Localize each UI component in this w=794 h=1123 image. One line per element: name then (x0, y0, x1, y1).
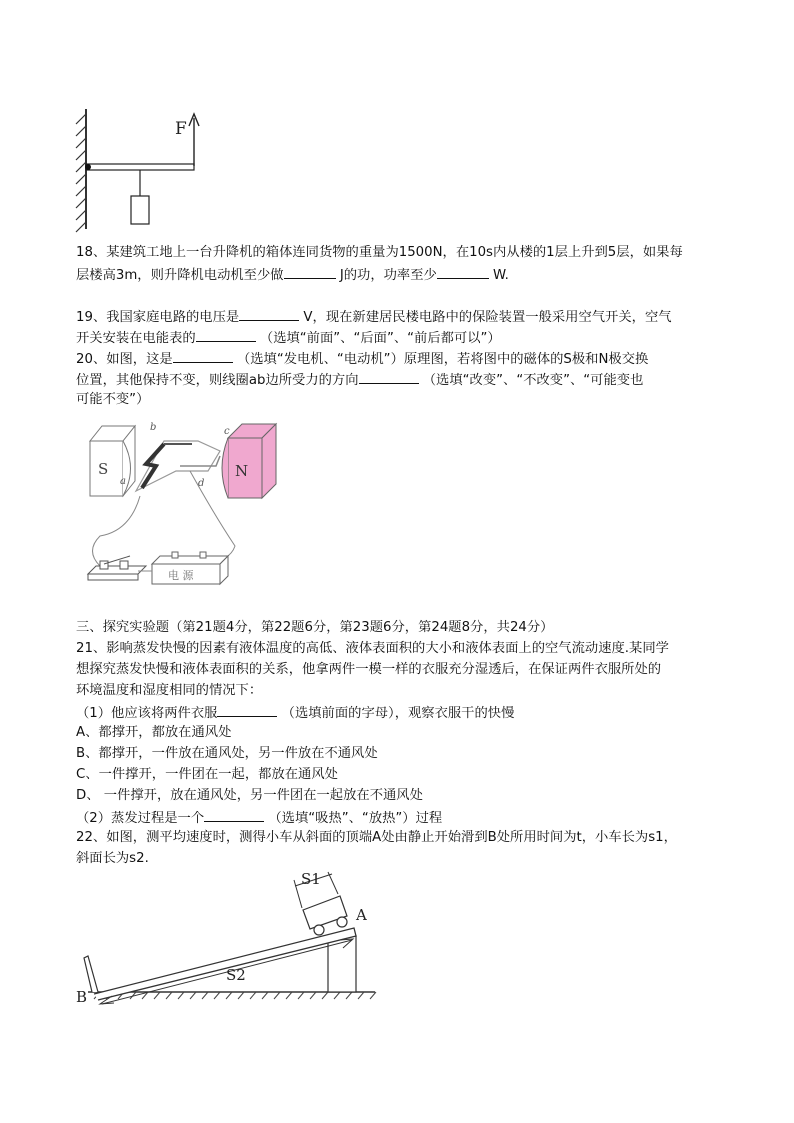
q19-position-blank[interactable] (196, 327, 256, 342)
coil (136, 441, 220, 491)
q20-line1 (76, 348, 648, 370)
force-label: F (175, 119, 187, 139)
q21-line1: 21、影响蒸发快慢的因素有液体温度的高低、液体表面积的大小和液体表面上的空气流动速度.某同学 (76, 641, 669, 656)
q21-option-c: C、一件撑开，一件团在一起，都放在通风处 (76, 767, 338, 782)
q21-sub2 (76, 807, 442, 829)
q19-voltage-blank[interactable] (239, 306, 299, 321)
magnet-n (222, 424, 276, 498)
q18-line2-part3: W. (493, 268, 509, 283)
q18-line1: 18、某建筑工地上一台升降机的箱体连同货物的重量为1500N，在10s内从楼的1层上升到5层，如果每 (76, 245, 683, 260)
q21-heat-blank[interactable] (204, 807, 264, 822)
q21-sub2-part2: （选填“吸热”、“放热”）过程 (268, 811, 443, 826)
support-block (328, 936, 356, 992)
q19-line1 (76, 306, 672, 328)
s1-label: S1 (301, 870, 321, 888)
q18-line2-part2: J的功，功率至少 (339, 268, 437, 283)
q18-line2-part1: 层楼高3m，则升降机电动机至少做 (76, 268, 284, 283)
q20-device-blank[interactable] (173, 348, 233, 363)
wall-hatching (76, 109, 86, 232)
motor-figure (80, 416, 290, 591)
q22-line1: 22、如图，测平均速度时，测得小车从斜面的顶端A处由静止开始滑到B处所用时间为t，小车长为s1， (76, 830, 677, 845)
q20-line1-part1: 20、如图，这是 (76, 352, 173, 367)
q21-choice-blank[interactable] (217, 702, 277, 717)
q19-line1-part2: V，现在新建居民楼电路中的保险装置一般采用空气开关，空气 (303, 310, 672, 325)
pole-s-label: S (98, 460, 109, 478)
q21-option-d: D、 一件撑开，放在通风处，另一件团在一起放在不通风处 (76, 788, 423, 803)
q20-line1-part2: （选填“发电机、“电动机”）原理图，若将图中的磁体的S极和N极交换 (236, 352, 649, 367)
section3-heading: 三、探究实验题（第21题4分，第22题6分，第23题6分，第24题8分，共24分） (76, 620, 554, 635)
q21-line2: 想探究蒸发快慢和液体表面积的关系，他拿两件一模一样的衣服充分湿透后，在保证两件衣服所处的 (76, 662, 662, 677)
q19-line2 (76, 327, 501, 349)
q19-line2-part2: （选填“前面”、“后面”、“前后都可以”） (259, 331, 501, 346)
incline (94, 928, 356, 1000)
point-a-label: A (356, 906, 367, 924)
q20-line2 (76, 369, 643, 391)
label-c: c (224, 426, 230, 437)
q20-line2-part1: 位置，其他保持不变，则线圈ab边所受力的方向 (76, 373, 359, 388)
wire-left (93, 496, 141, 566)
label-d: d (198, 478, 205, 489)
q20-line3: 可能不变”） (76, 392, 150, 407)
q19-line1-part1: 19、我国家庭电路的电压是 (76, 310, 240, 325)
s2-label: S2 (226, 966, 246, 984)
label-a: a (120, 476, 126, 487)
lever-bar (86, 164, 194, 170)
q19-line2-part1: 开关安装在电能表的 (76, 331, 196, 346)
power-label: 电 源 (168, 569, 194, 582)
label-b: b (150, 422, 157, 433)
q21-option-b: B、都撑开，一件放在通风处，另一件放在不通风处 (76, 746, 378, 761)
switch (88, 556, 146, 580)
q21-sub1-part1: （1）他应该将两件衣服 (76, 706, 218, 721)
q21-line3: 环境温度和湿度相同的情况下： (76, 683, 263, 698)
pivot-point (85, 164, 91, 170)
hanging-weight (131, 196, 149, 224)
pole-n-label: N (235, 462, 249, 480)
lever-figure (70, 104, 210, 234)
q21-sub2-part1: （2）蒸发过程是一个 (76, 811, 205, 826)
q21-sub1-part2: （选填前面的字母），观察衣服干的快慢 (281, 706, 515, 721)
slope-figure (70, 866, 380, 1006)
q18-work-blank[interactable] (284, 264, 336, 279)
q21-sub1 (76, 702, 514, 724)
q21-option-a: A、都撑开，都放在通风处 (76, 725, 232, 740)
q20-direction-blank[interactable] (359, 369, 419, 384)
q20-line2-part2: （选填“改变”、“不改变”、“可能变也 (422, 373, 644, 388)
cart (303, 896, 347, 935)
q18-power-blank[interactable] (437, 264, 489, 279)
q22-line2: 斜面长为s2. (76, 851, 149, 866)
end-stopper (84, 956, 98, 992)
magnet-s (90, 426, 135, 496)
point-b-label: B (76, 988, 88, 1006)
q18-line2 (76, 264, 509, 286)
